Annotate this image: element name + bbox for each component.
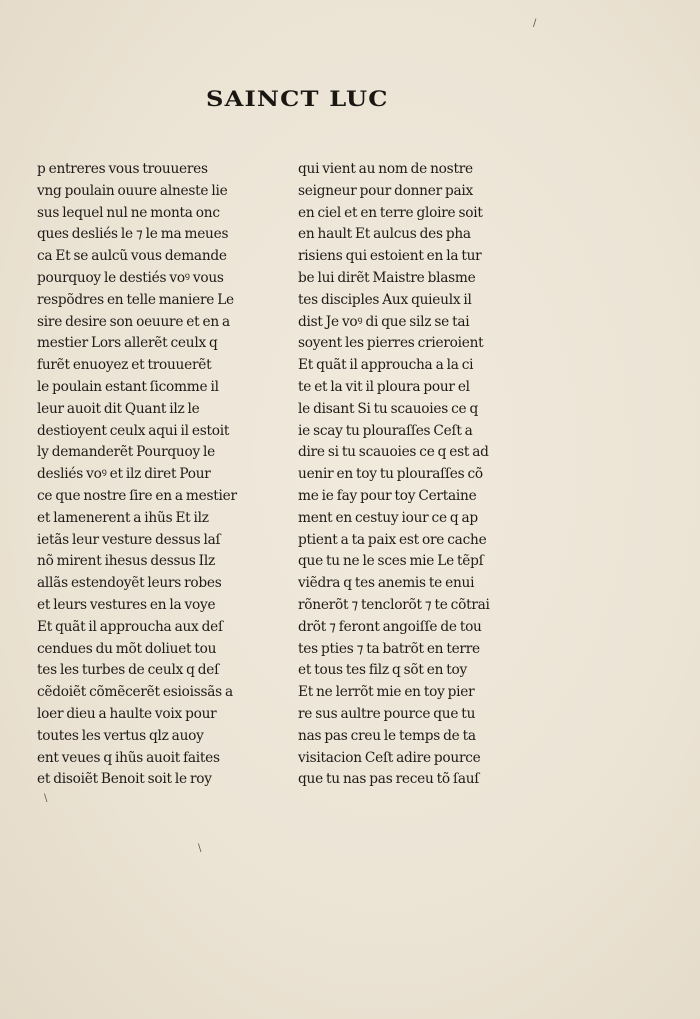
text-line: dist Je voꝰ di que silz se tai [298,313,470,330]
text-line: tes pties ⁊ ta batrõt en terre [298,640,480,657]
text-line: Et quãt il approucha a la ci [298,357,474,374]
text-line: que tu ne le sces mie Le tẽpſ [298,553,484,570]
text-line: et disoiẽt Benoit soit le roy [37,771,212,788]
text-line: ie scay tu plouraſſes Ceſt a [298,422,473,439]
text-line: le poulain estant ſicomme il [37,378,219,395]
text-line: te et la vit il ploura pour el [298,378,470,395]
text-line: seigneur pour donner paix [298,182,473,199]
text-line: mestier Lors allerẽt ceulx q [37,335,218,352]
text-line: cẽdoiẽt cõmẽcerẽt esioissãs a [37,684,233,701]
text-line: risiens qui estoient en la tur [298,248,482,265]
margin-mark: \ [198,843,202,854]
text-line: ce que nostre ſire en a mestier [37,487,237,504]
text-line: toutes les vertus qlz auoy [37,727,204,744]
text-line: visitacion Ceſt adire pource [298,749,481,766]
margin-mark: \ [44,793,48,804]
text-line: respõdres en telle maniere Le [37,291,234,308]
text-line: allãs estendoyẽt leurs robes [37,575,222,592]
text-line: cendues du mõt doliuet tou [37,640,217,657]
text-line: sire desire son oeuure et en a [37,313,230,330]
text-line: be lui dirẽt Maistre blasme [298,269,476,286]
text-line: tes les turbes de ceulx q deſ [37,662,219,679]
right-text-column [298,159,522,791]
text-line: et tous tes filz q sõt en toy [298,662,467,679]
text-line: desliés voꝰ et ilz diret Pour [37,466,211,483]
text-line: viẽdra q tes anemis te enui [298,575,475,592]
text-line: le disant Si tu scauoies ce q [298,400,478,417]
text-line: ly demanderẽt Pourquoy le [37,444,216,461]
text-line: vng poulain ouure alneste lie [37,182,228,199]
text-line: ietãs leur vesture dessus laſ [37,531,221,548]
text-line: et lamenerent a ihũs Et ilz [37,509,209,526]
text-line: soyent les pierres crieroient [298,335,484,352]
text-line: re sus aultre pource que tu [298,705,476,722]
text-line: loer dieu a haulte voix pour [37,705,217,722]
text-line: ment en cestuy iour ce q ap [298,509,478,526]
text-line: nas pas creu le temps de ta [298,727,476,744]
text-line: tes disciples Aux quieulx il [298,291,472,308]
text-line: ca Et se aulcũ vous demande [37,248,227,265]
text-line: pourquoy le destiés voꝰ vous [37,269,224,286]
text-line: dire si tu scauoies ce q est ad [298,444,489,461]
text-line: p entreres vous trouueres [37,161,208,177]
text-line: et leurs vestures en la voye [37,596,216,613]
text-line: drõt ⁊ feront angoiſſe de tou [298,618,482,635]
text-line: rõnerõt ⁊ tenclorõt ⁊ te cõtrai [298,596,490,613]
text-line: me ie fay pour toy Certaine [298,487,477,504]
running-head: SAINCT LUC [206,86,389,111]
text-line: ent veues q ihũs auoit faites [37,749,220,766]
text-line: Et ne lerrõt mie en toy pier [298,684,475,701]
text-line: leur auoit dit Quant ilz le [37,400,200,417]
text-line: en hault Et aulcus des pha [298,226,471,243]
text-line: Et quãt il approucha aux deſ [37,618,223,635]
text-line: ques desliés le ⁊ le ma meues [37,226,229,243]
left-text-column [37,159,261,791]
margin-mark: / [533,18,537,29]
text-line: ptient a ta paix est ore cache [298,531,487,548]
text-line: nõ mirent ihesus dessus Ilz [37,553,215,570]
text-line: qui vient au nom de nostre [298,161,473,177]
text-line: que tu nas pas receu tõ ſauſ [298,771,480,788]
text-line: destioyent ceulx aqui il estoit [37,422,230,439]
text-line: en ciel et en terre gloire soit [298,204,483,221]
text-line: sus lequel nul ne monta onc [37,204,220,221]
text-line: uenir en toy tu plouraſſes cõ [298,466,483,483]
text-line: furẽt enuoyez et trouuerẽt [37,357,212,374]
